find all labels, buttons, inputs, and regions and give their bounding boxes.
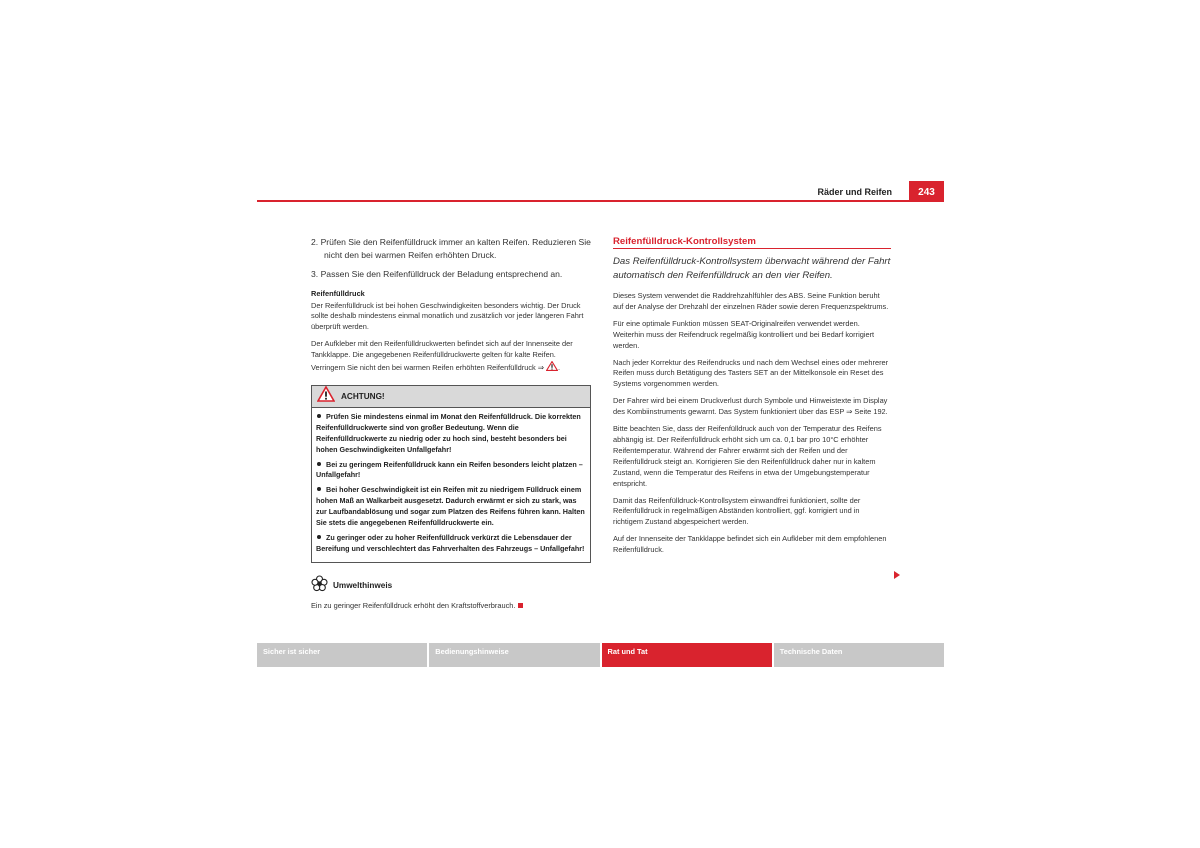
warning-text: Zu geringer oder zu hoher Reifenfülldruck verkürzt die Lebensdauer der Bereifung und verschlechtert das Fahrverhalten des Fahrzeugs – Unfallgefahr! (316, 533, 585, 553)
paragraph: Nach jeder Korrektur des Reifendrucks und nach dem Wechsel eines oder mehrerer Reifen muss durch Betätigung des Tasters SET an der Mittelkonsole ein Reset des Systems vorgenommen werden. (613, 357, 889, 389)
paragraph: Damit das Reifenfülldruck-Kontrollsystem einwandfrei funktioniert, sollte der Reifenfülldruck in regelmäßigen Abständen kontrolliert, ggf. korrigiert und in richtigem Zustand abgespeichert werden. (613, 495, 861, 527)
bullet-icon (317, 414, 321, 418)
warning-title: ACHTUNG! (341, 391, 385, 401)
chapter-title: Räder und Reifen (817, 187, 892, 197)
intro-text: Das Reifenfülldruck-Kontrollsystem überwacht während der Fahrt automatisch den Reifenfülldruck an den vier Reifen. (613, 256, 891, 281)
right-column (613, 236, 891, 562)
environment-header (311, 575, 591, 597)
paragraph: Bitte beachten Sie, dass der Reifenfülldruck auch von der Temperatur des Reifens abhängig ist. Der Reifenfülldruck erhöht sich um ca. 0,1 bar pro 10°C erhöhter Reifentemperatur. Während der Fahrer erwärmt sich der Reifen und der Reifenfülldruck steigt an. Korrigieren Sie den Reifenfülldruck daher nur in kaltem Zustand, wenn die Temperatur des Reifens in etwa der Umgebungstemperatur entspricht. (613, 424, 882, 488)
page-number: 243 (909, 181, 944, 202)
left-column (311, 236, 591, 611)
flower-icon (311, 575, 328, 597)
arrow-right-icon[interactable] (894, 571, 900, 579)
paragraph: Der Fahrer wird bei einem Druckverlust durch Symbole und Hinweistexte im Display des Kombiinstruments gewarnt. Das System funktioniert über das ESP ⇒ Seite 192. (613, 396, 888, 417)
paragraph: Für eine optimale Funktion müssen SEAT-Originalreifen verwendet werden. Weiterhin muss der Reifendruck regelmäßig kontrolliert und bei Bedarf korrigiert werden. (613, 318, 875, 350)
list-text: Prüfen Sie den Reifenfülldruck immer an kalten Reifen. Reduzieren Sie nicht den bei warmen Reifen erhöhten Druck. (320, 237, 591, 260)
warning-text: Bei hoher Geschwindigkeit ist ein Reifen mit zu niedrigem Fülldruck einem hohen Maß an Walkarbeit ausgesetzt. Dadurch erwärmt er sich zu stark, was zur Laufbandablösung und sogar zum Platzen des Reifens führen kann. Halten Sie stets die angegebenen Reifenfülldruckwerte ein. (316, 485, 585, 528)
warning-item (316, 533, 586, 555)
warning-box (311, 385, 591, 563)
paragraph-text: Der Aufkleber mit den Reifenfülldruckwerten befindet sich auf der Innenseite der Tankklappe. Die angegebenen Reifenfülldruckwerte gelten für kalte Reifen. Verringern Sie nicht den bei warmen Reifen erhöhten Reifenfülldruck (311, 339, 573, 372)
subheading: Reifenfülldruck (311, 288, 365, 298)
paragraph: Dieses System verwendet die Raddrehzahlfühler des ABS. Seine Funktion beruht auf der Analyse der Drehzahl der einzelnen Räder sowie deren Frequenzspektrums. (613, 291, 889, 311)
warning-item (316, 485, 586, 529)
paragraph: Der Reifenfülldruck ist bei hohen Geschwindigkeiten besonders wichtig. Der Druck sollte deshalb mindestens einmal monatlich und zusätzlich vor jeder längeren Fahrt überprüft werden. (311, 300, 584, 332)
warning-body (312, 408, 590, 562)
footer-tab-rat-und-tat[interactable]: Rat und Tat (602, 643, 772, 667)
bullet-icon (317, 535, 321, 539)
warning-triangle-icon[interactable] (546, 361, 558, 375)
environment-sentence: Ein zu geringer Reifenfülldruck erhöht den Kraftstoffverbrauch. (311, 600, 516, 610)
warning-item (316, 412, 586, 456)
footer-tab-sicher[interactable]: Sicher ist sicher (257, 643, 427, 667)
list-item (311, 268, 591, 281)
end-square-icon (518, 603, 523, 608)
list-number: 3. (311, 269, 319, 279)
footer-tab-bedienung[interactable]: Bedienungshinweise (429, 643, 599, 667)
paragraph: Auf der Innenseite der Tankklappe befindet sich ein Aufkleber mit dem empfohlenen Reifenfülldruck. (613, 534, 887, 555)
warning-triangle-icon (317, 386, 335, 407)
warning-item (316, 460, 586, 482)
paragraph: Der Aufkleber mit den Reifenfülldruckwerten befindet sich auf der Innenseite der Tankklappe. Die angegebenen Reifenfülldruckwerte gelten für kalte Reifen. Verringern Sie nicht den bei warmen Reifen erhöhten Reifenfülldruck ⇒ . (311, 339, 591, 375)
bullet-icon (317, 487, 321, 491)
section-title: Reifenfülldruck-Kontrollsystem (613, 236, 891, 249)
bullet-icon (317, 462, 321, 466)
environment-text (311, 600, 591, 611)
warning-text: Prüfen Sie mindestens einmal im Monat den Reifenfülldruck. Die korrekten Reifenfülldruckwerte sind von großer Bedeutung. Wenn die Reifenfülldruckwerte zu niedrig oder zu hoch sind, besteht besonders bei hohen Geschwindigkeiten Unfallgefahr! (316, 411, 581, 454)
footer-tab-technische-daten[interactable]: Technische Daten (774, 643, 944, 667)
footer-nav (257, 643, 944, 667)
warning-text: Bei zu geringem Reifenfülldruck kann ein Reifen besonders leicht platzen – Unfallgefahr! (316, 459, 583, 480)
ref-arrow: ⇒ (537, 362, 544, 372)
list-item (311, 236, 591, 261)
list-text: Passen Sie den Reifenfülldruck der Beladung entsprechend an. (320, 269, 563, 279)
header-rule (257, 200, 944, 202)
list-number: 2. (311, 237, 319, 247)
environment-title: Umwelthinweis (333, 581, 393, 591)
warning-header (312, 386, 590, 408)
